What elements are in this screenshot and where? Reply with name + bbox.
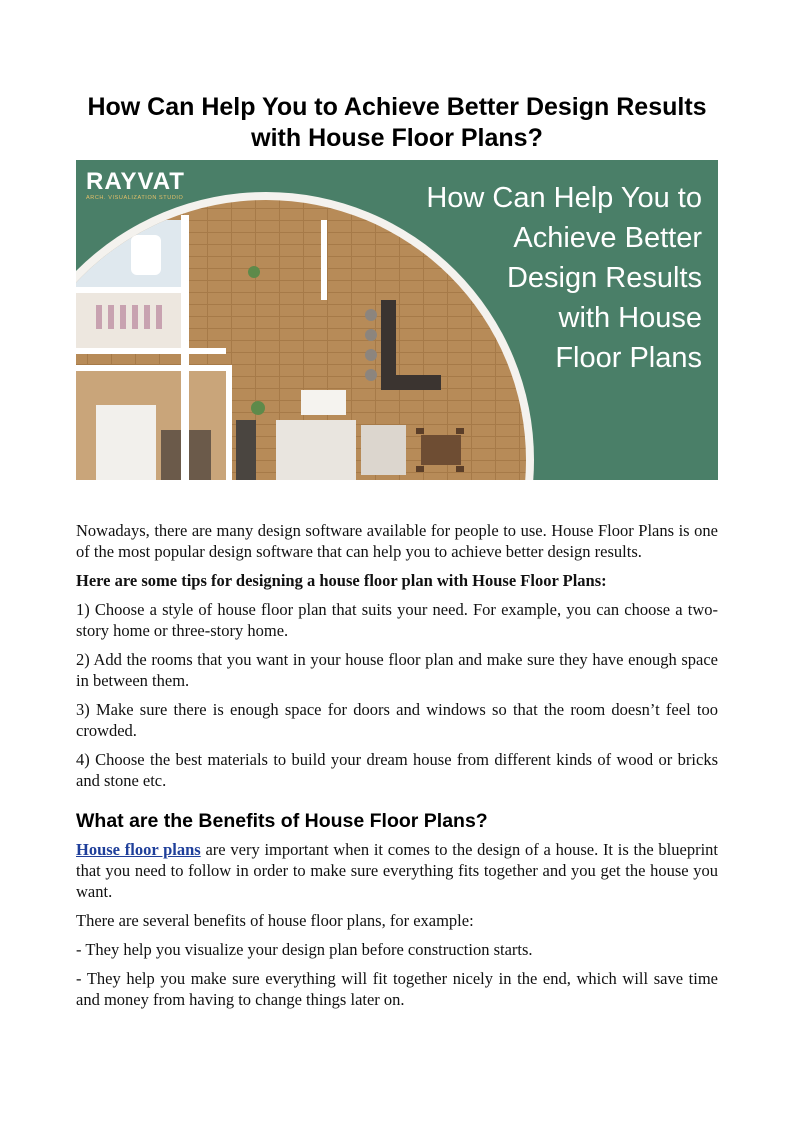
page-title: How Can Help You to Achieve Better Design Results with House Floor Plans? xyxy=(87,93,707,152)
benefits-paragraph-text: are very important when it comes to the design of a house. It is the blueprint that you need to follow in order to make sure everything fits together and you get the house you want. xyxy=(76,840,719,901)
benefit-item: - They help you make sure everything will fit together nicely in the end, which will save time and money from having to change things later on. xyxy=(76,969,718,1009)
document-page xyxy=(76,92,718,1018)
tip-item: 2) Add the rooms that you want in your house floor plan and make sure they have enough space in between them. xyxy=(76,650,718,690)
article-body xyxy=(76,520,718,1010)
benefits-intro: There are several benefits of house floor plans, for example: xyxy=(76,911,474,930)
banner-line: Achieve Better xyxy=(513,222,702,254)
banner-line: with House xyxy=(558,302,702,334)
tips-heading: Here are some tips for designing a house floor plan with House Floor Plans: xyxy=(76,571,607,590)
logo-tagline: ARCH. VISUALIZATION STUDIO xyxy=(86,195,184,201)
banner-headline xyxy=(372,178,702,378)
intro-paragraph: Nowadays, there are many design software available for people to use. House Floor Plans is one of the most popular design software that can help you to achieve better design results. xyxy=(76,521,718,561)
benefits-heading: What are the Benefits of House Floor Plans? xyxy=(76,810,488,832)
benefits-paragraph xyxy=(76,839,718,902)
tip-item: 4) Choose the best materials to build your dream house from different kinds of wood or bricks and stone etc. xyxy=(76,750,718,790)
tip-item: 1) Choose a style of house floor plan that suits your need. For example, you can choose a two-story home or three-story home. xyxy=(76,600,718,640)
rayvat-logo xyxy=(86,170,185,201)
banner-line: How Can Help You to xyxy=(426,182,702,214)
banner-line: Floor Plans xyxy=(555,342,702,374)
tip-item: 3) Make sure there is enough space for doors and windows so that the room doesn’t feel too crowded. xyxy=(76,700,718,740)
hero-banner xyxy=(76,160,718,480)
house-floor-plans-link[interactable]: House floor plans xyxy=(76,840,201,859)
logo-wordmark: RAYVAT xyxy=(86,168,185,195)
benefit-item: - They help you visualize your design plan before construction starts. xyxy=(76,940,533,959)
banner-line: Design Results xyxy=(506,262,702,294)
